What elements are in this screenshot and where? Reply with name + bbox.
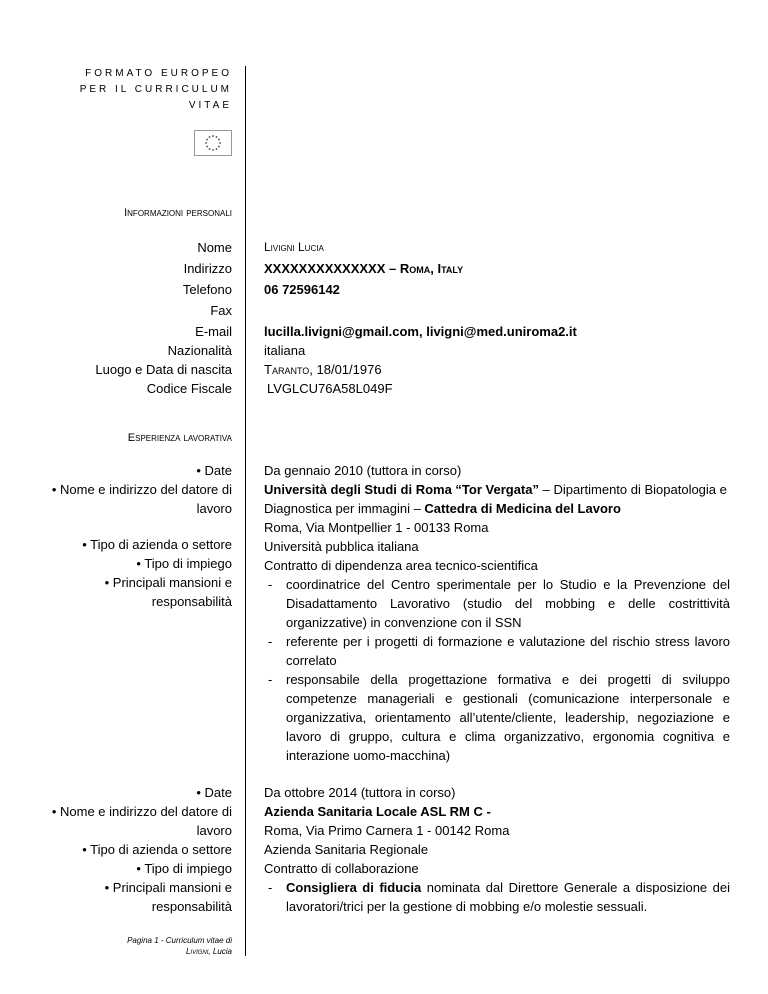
value-indirizzo: XXXXXXXXXXXXXX – Roma, Italy bbox=[264, 261, 464, 276]
label-telefono: Telefono bbox=[182, 282, 232, 297]
job2-duty-role: Consigliera di fiducia bbox=[286, 880, 422, 895]
label-nazionalita: Nazionalità bbox=[167, 343, 232, 358]
job2-label-impiego: • Tipo di impiego bbox=[136, 861, 232, 876]
job2-duty-text: nominata dal Direttore Generale a disposizione dei lavoratori/trici per la gestione di mobbing e/o molestie sessuali. bbox=[286, 880, 731, 914]
page-footer bbox=[127, 935, 232, 957]
footer-surname: Livigni bbox=[185, 947, 209, 956]
job1-employment: Contratto di dipendenza area tecnico-scientifica bbox=[264, 558, 538, 573]
label-email: E-mail bbox=[195, 324, 232, 339]
cv-title-line2: PER IL CURRICULUM bbox=[79, 84, 232, 95]
job1-employer-chair: Cattedra di Medicina del Lavoro bbox=[424, 501, 621, 516]
job1-employer-dept: – Dipartimento di Biopatologia e Diagnostica per immagini – bbox=[264, 482, 727, 516]
job2-address: Roma, Via Primo Carnera 1 - 00142 Roma bbox=[264, 823, 510, 838]
label-fax: Fax bbox=[210, 303, 232, 318]
job1-label-datore: • Nome e indirizzo del datore di lavoro bbox=[51, 482, 232, 516]
list-item: - responsabile della progettazione formativa e dei progetti di sviluppo competenze manageriali e gestionali (comunicazione interpersonale e organizzativa, orientamento all’utente/cliente, leadership, negoziazione e lavoro di gruppo, cultura e clima organizzativo, ergonomia cognitiva e interazione uomo-macchina) bbox=[264, 670, 730, 765]
job1-sector: Università pubblica italiana bbox=[264, 539, 419, 554]
value-nascita-data: , 18/01/1976 bbox=[309, 362, 382, 377]
cv-title-line3: VITAE bbox=[188, 100, 232, 111]
job2-label-azienda: • Tipo di azienda o settore bbox=[82, 842, 232, 857]
job2-label-mansioni: • Principali mansioni e responsabilità bbox=[104, 880, 232, 914]
job2-label-date: • Date bbox=[196, 785, 232, 800]
value-email[interactable]: lucilla.livigni@gmail.com, livigni@med.uniroma2.it bbox=[264, 324, 577, 339]
section-heading-personal: Informazioni personali bbox=[124, 207, 232, 219]
label-codice-fiscale: Codice Fiscale bbox=[146, 381, 232, 396]
cv-title-line1: FORMATO EUROPEO bbox=[85, 68, 232, 79]
value-nascita-luogo: Taranto bbox=[264, 362, 310, 377]
job1-employer bbox=[264, 480, 730, 518]
job2-employment: Contratto di collaborazione bbox=[264, 861, 419, 876]
job2-duties-list bbox=[264, 878, 730, 916]
job1-label-date: • Date bbox=[196, 463, 232, 478]
footer-firstname: , Lucia bbox=[208, 947, 232, 956]
label-nascita: Luogo e Data di nascita bbox=[95, 362, 232, 377]
job2-employer: Azienda Sanitaria Locale ASL RM C - bbox=[264, 804, 491, 819]
job1-label-impiego: • Tipo di impiego bbox=[136, 556, 232, 571]
job1-employer-name: Università degli Studi di Roma “Tor Vergata” bbox=[264, 482, 539, 497]
list-item bbox=[264, 878, 730, 916]
footer-line1: Pagina 1 - Curriculum vitae di bbox=[127, 936, 232, 945]
list-item: - referente per i progetti di formazione e valutazione del rischio stress lavoro correlato bbox=[264, 632, 730, 670]
list-item: - coordinatrice del Centro sperimentale per lo Studio e la Prevenzione del Disadattamento Lavorativo (studio del mobbing e delle costrittività organizzative) in convenzione con il SSN bbox=[264, 575, 730, 632]
job2-content bbox=[264, 783, 730, 916]
job1-label-azienda: • Tipo di azienda o settore bbox=[82, 537, 232, 552]
value-codice-fiscale: LVGLCU76A58L049F bbox=[267, 381, 393, 396]
job1-date: Da gennaio 2010 (tuttora in corso) bbox=[264, 463, 462, 478]
value-nome: Livigni Lucia bbox=[264, 240, 324, 254]
job1-address: Roma, Via Montpellier 1 - 00133 Roma bbox=[264, 520, 489, 535]
value-telefono: 06 72596142 bbox=[264, 282, 340, 297]
footer-line2 bbox=[127, 946, 232, 957]
job1-label-mansioni: • Principali mansioni e responsabilità bbox=[104, 575, 232, 609]
job2-sector: Azienda Sanitaria Regionale bbox=[264, 842, 429, 857]
job1-duties-list bbox=[264, 575, 730, 765]
job2-label-datore: • Nome e indirizzo del datore di lavoro bbox=[51, 804, 232, 838]
job1-content bbox=[264, 461, 730, 765]
eu-flag-icon bbox=[194, 130, 232, 156]
label-indirizzo: Indirizzo bbox=[183, 261, 232, 276]
job2-date: Da ottobre 2014 (tuttora in corso) bbox=[264, 785, 456, 800]
section-heading-experience: Esperienza lavorativa bbox=[127, 432, 232, 444]
value-nascita bbox=[264, 360, 382, 379]
value-nazionalita: italiana bbox=[264, 343, 306, 358]
label-nome: Nome bbox=[197, 240, 232, 255]
column-divider bbox=[245, 66, 246, 956]
